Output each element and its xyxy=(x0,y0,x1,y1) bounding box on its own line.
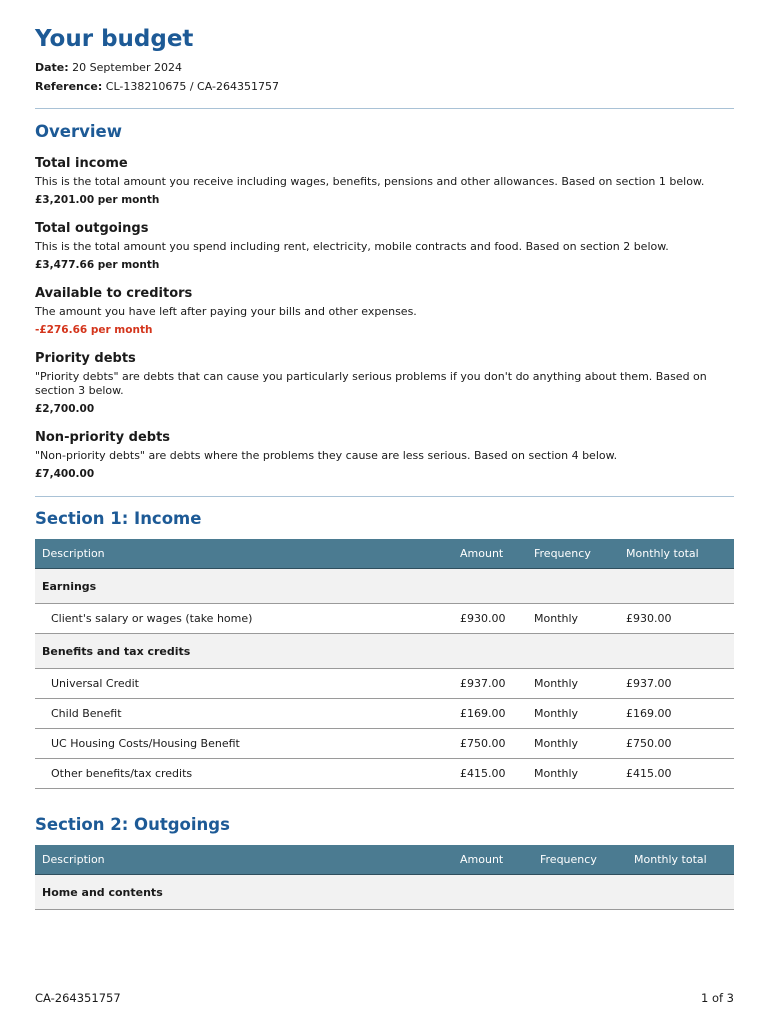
outgoings-table xyxy=(35,845,734,910)
table-group-row xyxy=(35,569,734,604)
row-monthly-total: £415.00 xyxy=(619,759,734,789)
document-meta xyxy=(35,58,734,96)
budget-page xyxy=(35,24,734,910)
date-label: Date: xyxy=(35,61,69,74)
group-label: Earnings xyxy=(35,569,734,604)
table-row xyxy=(35,669,734,699)
row-monthly-total: £750.00 xyxy=(619,729,734,759)
row-frequency: Monthly xyxy=(527,729,619,759)
divider xyxy=(35,496,734,497)
row-monthly-total: £937.00 xyxy=(619,669,734,699)
overview-heading: Available to creditors xyxy=(35,286,193,301)
table-row xyxy=(35,729,734,759)
reference-line xyxy=(35,77,734,96)
income-table xyxy=(35,539,734,789)
overview-value: £7,400.00 xyxy=(35,468,95,480)
date-line xyxy=(35,58,734,77)
reference-value: CL-138210675 / CA-264351757 xyxy=(105,80,279,93)
overview-description: The amount you have left after paying your bills and other expenses. xyxy=(35,305,417,318)
overview-title: Overview xyxy=(35,122,122,141)
column-header-description: Description xyxy=(35,845,453,875)
table-group-row xyxy=(35,634,734,669)
overview-value: £3,477.66 per month xyxy=(35,259,160,271)
row-amount: £169.00 xyxy=(453,699,527,729)
overview-list xyxy=(35,154,734,482)
table-row xyxy=(35,699,734,729)
date-value: 20 September 2024 xyxy=(72,61,182,74)
row-frequency: Monthly xyxy=(527,699,619,729)
table-header-row xyxy=(35,845,734,875)
row-description: Universal Credit xyxy=(35,669,453,699)
column-header-description: Description xyxy=(35,539,453,569)
table-header-row xyxy=(35,539,734,569)
row-monthly-total: £930.00 xyxy=(619,604,734,634)
page-title: Your budget xyxy=(35,26,194,52)
row-description: Other benefits/tax credits xyxy=(35,759,453,789)
row-frequency: Monthly xyxy=(527,604,619,634)
row-monthly-total: £169.00 xyxy=(619,699,734,729)
overview-non-priority-debts xyxy=(35,428,734,482)
overview-heading: Total income xyxy=(35,156,128,171)
footer-reference: CA-264351757 xyxy=(35,991,121,1005)
group-label: Home and contents xyxy=(35,875,734,910)
overview-description: "Priority debts" are debts that can cause you particularly serious problems if you don't do anything about them. Based on section 3 below. xyxy=(35,370,707,397)
column-header-amount: Amount xyxy=(453,539,527,569)
table-row xyxy=(35,604,734,634)
row-amount: £415.00 xyxy=(453,759,527,789)
row-description: UC Housing Costs/Housing Benefit xyxy=(35,729,453,759)
divider xyxy=(35,108,734,109)
row-description: Client's salary or wages (take home) xyxy=(35,604,453,634)
overview-value: £3,201.00 per month xyxy=(35,194,160,206)
overview-heading: Priority debts xyxy=(35,351,136,366)
column-header-monthly-total: Monthly total xyxy=(627,845,734,875)
overview-total-income xyxy=(35,154,734,208)
table-group-row xyxy=(35,875,734,910)
column-header-monthly-total: Monthly total xyxy=(619,539,734,569)
overview-description: This is the total amount you spend including rent, electricity, mobile contracts and food. Based on section 2 below. xyxy=(35,240,669,253)
overview-description: This is the total amount you receive including wages, benefits, pensions and other allowances. Based on section 1 below. xyxy=(35,175,705,188)
column-header-frequency: Frequency xyxy=(533,845,627,875)
row-amount: £750.00 xyxy=(453,729,527,759)
overview-value-negative: -£276.66 per month xyxy=(35,324,153,336)
overview-priority-debts xyxy=(35,349,734,417)
row-frequency: Monthly xyxy=(527,669,619,699)
overview-value: £2,700.00 xyxy=(35,403,95,415)
page-number: 1 of 3 xyxy=(700,991,734,1005)
column-header-amount: Amount xyxy=(453,845,533,875)
table-row xyxy=(35,759,734,789)
overview-description: "Non-priority debts" are debts where the problems they cause are less serious. Based on section 4 below. xyxy=(35,449,618,462)
overview-heading: Non-priority debts xyxy=(35,430,171,445)
outgoings-section-title: Section 2: Outgoings xyxy=(35,815,230,834)
reference-label: Reference: xyxy=(35,80,103,93)
row-description: Child Benefit xyxy=(35,699,453,729)
row-amount: £930.00 xyxy=(453,604,527,634)
group-label: Benefits and tax credits xyxy=(35,634,734,669)
overview-available-to-creditors xyxy=(35,284,734,338)
row-frequency: Monthly xyxy=(527,759,619,789)
overview-total-outgoings xyxy=(35,219,734,273)
income-section-title: Section 1: Income xyxy=(35,509,202,528)
overview-heading: Total outgoings xyxy=(35,221,149,236)
row-amount: £937.00 xyxy=(453,669,527,699)
column-header-frequency: Frequency xyxy=(527,539,619,569)
